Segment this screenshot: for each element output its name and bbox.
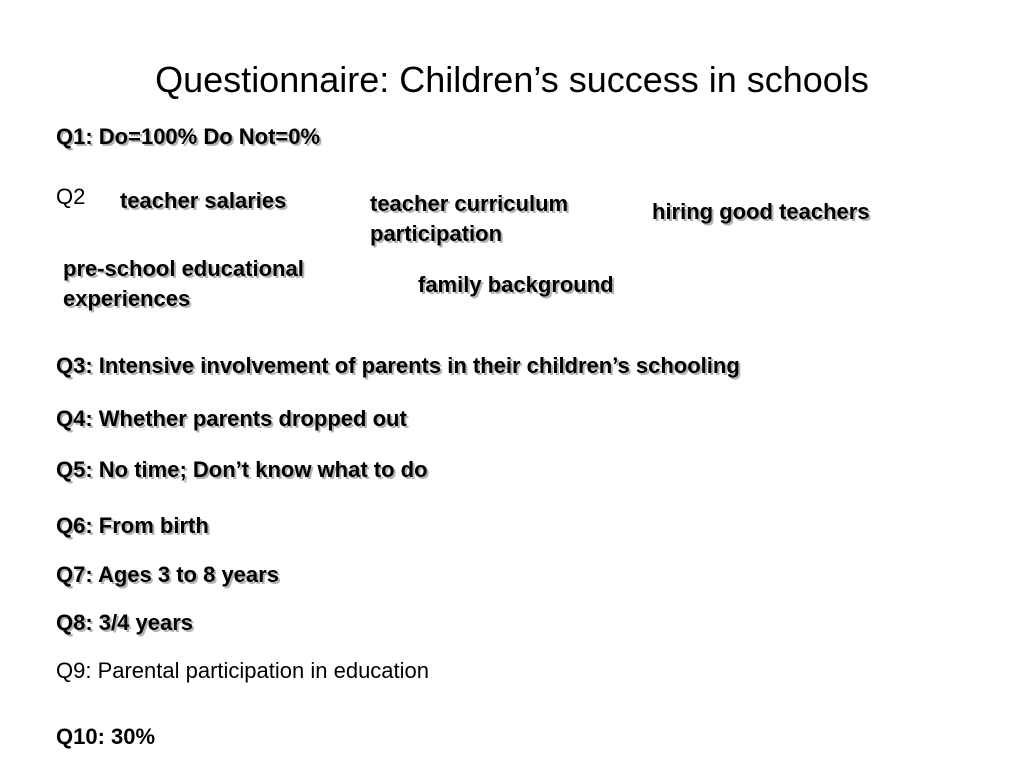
q8-answer: Q8: 3/4 years (56, 610, 193, 635)
q10-answer: Q10: 30% (56, 724, 156, 749)
q2-answer-hiring-good-teachers (652, 197, 870, 227)
q2-answer-teacher-curriculum (370, 189, 568, 249)
q6-answer: Q6: From birth (56, 513, 209, 538)
q2-answer-line: teacher salaries (120, 188, 287, 213)
q2-answer-line: pre-school educational (63, 256, 304, 281)
q7-answer: Q7: Ages 3 to 8 years (56, 562, 279, 587)
q2-label: Q2 (56, 184, 86, 209)
q3-answer: Q3: Intensive involvement of parents in their children’s schooling (56, 353, 740, 378)
q2-answer-family-background (418, 270, 614, 300)
q2-answer-line: hiring good teachers (652, 199, 870, 224)
q2-answer-line: teacher curriculum (370, 191, 569, 216)
q2-answer-line: experiences (63, 286, 191, 311)
q5-answer: Q5: No time; Don’t know what to do (56, 457, 428, 482)
q2-answer-line: participation (370, 221, 503, 246)
slide-title: Questionnaire: Children’s success in schools (155, 59, 869, 100)
q1-answer: Q1: Do=100% Do Not=0% (56, 124, 321, 149)
q4-answer: Q4: Whether parents dropped out (56, 406, 407, 431)
q2-answer-line: family background (418, 272, 614, 297)
q9-answer: Q9: Parental participation in education (56, 658, 430, 683)
q2-answer-pre-school (63, 254, 304, 314)
q2-answer-teacher-salaries (120, 186, 286, 216)
